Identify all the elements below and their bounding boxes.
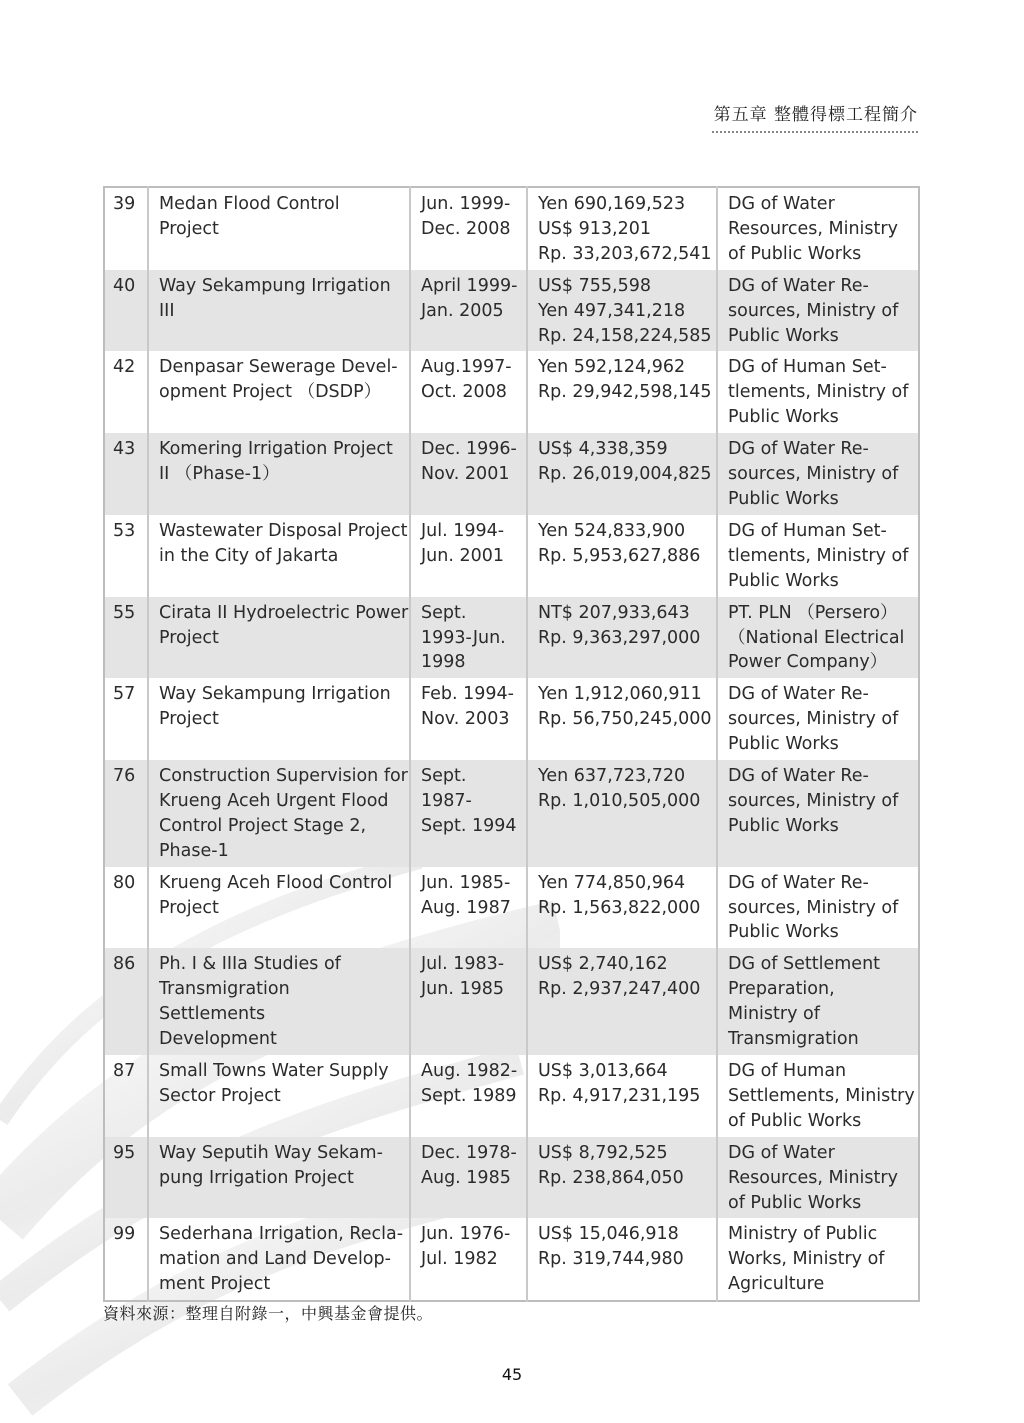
client-cell: [717, 270, 919, 352]
table-row: [104, 760, 919, 867]
contract-amount-cell: [527, 1137, 717, 1219]
client-line: sources, Ministry of: [728, 464, 899, 485]
project-period-line: 1993-Jun.: [421, 627, 506, 648]
contract-amount-cell: [527, 351, 717, 433]
project-name-line: Krueng Aceh Flood Control: [159, 872, 393, 893]
client-line: DG of Water Re-: [728, 872, 869, 893]
project-name-cell: [148, 1055, 410, 1137]
contract-amount-line: Yen 1,912,060,911: [538, 684, 702, 705]
project-period-line: Nov. 2003: [421, 709, 510, 730]
client-cell: [717, 867, 919, 949]
project-period-line: Dec. 1978-: [421, 1142, 517, 1163]
project-number: 57: [113, 684, 136, 705]
contract-amount-line: Yen 592,124,962: [538, 357, 686, 378]
project-number-cell: [104, 948, 148, 1055]
project-name-line: Development: [159, 1029, 277, 1050]
client-cell: [717, 948, 919, 1055]
project-number: 95: [113, 1142, 136, 1163]
project-period-line: Sept.: [421, 766, 467, 787]
projects-table-container: [103, 186, 918, 1302]
project-name-line: Transmigration: [159, 979, 290, 1000]
project-name-cell: [148, 433, 410, 515]
table-row: [104, 515, 919, 597]
project-name-line: in the City of Jakarta: [159, 545, 339, 566]
project-number-cell: [104, 597, 148, 679]
project-name-line: Way Sekampung Irrigation: [159, 275, 391, 296]
table-row: [104, 1055, 919, 1137]
contract-amount-line: Yen 774,850,964: [538, 872, 686, 893]
client-cell: [717, 1055, 919, 1137]
project-number: 55: [113, 602, 136, 623]
table-row: [104, 1137, 919, 1219]
contract-amount-line: Rp. 26,019,004,825: [538, 464, 712, 485]
client-line: DG of Water Re-: [728, 439, 869, 460]
table-row: [104, 187, 919, 270]
client-line: of Public Works: [728, 1110, 862, 1131]
client-line: sources, Ministry of: [728, 790, 899, 811]
project-name-cell: [148, 948, 410, 1055]
project-name-cell: [148, 867, 410, 949]
client-cell: [717, 597, 919, 679]
contract-amount-cell: [527, 1055, 717, 1137]
project-name-cell: [148, 1218, 410, 1301]
project-period-cell: [410, 678, 527, 760]
project-name-line: Komering Irrigation Project: [159, 439, 393, 460]
client-line: sources, Ministry of: [728, 300, 899, 321]
project-period-line: Aug. 1987: [421, 897, 511, 918]
contract-amount-cell: [527, 433, 717, 515]
project-period-line: 1987-: [421, 790, 472, 811]
client-line: DG of Water: [728, 1142, 835, 1163]
client-line: Settlements, Ministry: [728, 1085, 915, 1106]
contract-amount-cell: [527, 1218, 717, 1301]
contract-amount-cell: [527, 760, 717, 867]
project-number: 86: [113, 954, 136, 975]
project-period-line: Jun. 1985-: [421, 872, 511, 893]
contract-amount-line: Rp. 4,917,231,195: [538, 1085, 701, 1106]
contract-amount-line: US$ 913,201: [538, 218, 651, 239]
project-number-cell: [104, 760, 148, 867]
client-line: Resources, Ministry: [728, 1167, 898, 1188]
page-number: 45: [501, 1365, 523, 1384]
client-line: Public Works: [728, 922, 839, 943]
project-name-line: opment Project （DSDP）: [159, 382, 382, 403]
contract-amount-cell: [527, 270, 717, 352]
project-period-cell: [410, 1218, 527, 1301]
project-name-line: Sector Project: [159, 1085, 281, 1106]
project-name-line: Settlements: [159, 1004, 266, 1025]
project-number-cell: [104, 1055, 148, 1137]
project-number-cell: [104, 867, 148, 949]
project-period-line: Jan. 2005: [421, 300, 504, 321]
project-name-cell: [148, 270, 410, 352]
project-name-line: Wastewater Disposal Project: [159, 520, 408, 541]
project-number: 99: [113, 1224, 136, 1245]
client-line: DG of Water: [728, 194, 835, 214]
project-period-cell: [410, 1055, 527, 1137]
contract-amount-cell: [527, 515, 717, 597]
project-number: 80: [113, 872, 136, 893]
project-period-line: Dec. 2008: [421, 218, 511, 239]
project-name-line: II （Phase-1）: [159, 464, 280, 485]
contract-amount-cell: [527, 948, 717, 1055]
contract-amount-line: Yen 524,833,900: [538, 520, 686, 541]
project-name-cell: [148, 351, 410, 433]
project-name-line: Sederhana Irrigation, Recla-: [159, 1224, 404, 1245]
client-line: Power Company）: [728, 652, 888, 673]
project-period-line: Dec. 1996-: [421, 439, 517, 460]
project-name-line: Cirata II Hydroelectric Power: [159, 602, 409, 623]
project-period-line: 1998: [421, 652, 466, 673]
client-line: DG of Human Set-: [728, 520, 887, 541]
contract-amount-line: Rp. 33,203,672,541: [538, 243, 712, 264]
contract-amount-line: Rp. 319,744,980: [538, 1249, 684, 1270]
project-period-line: Jun. 1976-: [421, 1224, 511, 1245]
contract-amount-line: Yen 497,341,218: [538, 300, 686, 321]
client-cell: [717, 1137, 919, 1219]
project-period-line: Nov. 2001: [421, 464, 510, 485]
contract-amount-line: Yen 637,723,720: [538, 766, 686, 787]
project-period-cell: [410, 867, 527, 949]
project-period-line: Jun. 1999-: [421, 194, 511, 214]
project-name-line: Ph. I & IIIa Studies of: [159, 954, 341, 975]
client-line: tlements, Ministry of: [728, 545, 909, 566]
client-line: sources, Ministry of: [728, 897, 899, 918]
contract-amount-line: US$ 8,792,525: [538, 1142, 668, 1163]
client-line: Agriculture: [728, 1274, 825, 1295]
project-period-line: Sept. 1994: [421, 815, 517, 836]
client-cell: [717, 760, 919, 867]
project-period-cell: [410, 597, 527, 679]
project-name-line: mation and Land Develop-: [159, 1249, 391, 1270]
client-line: Transmigration: [728, 1029, 859, 1050]
project-period-line: Jul. 1994-: [421, 520, 505, 541]
contract-amount-line: US$ 4,338,359: [538, 439, 668, 460]
project-number-cell: [104, 1218, 148, 1301]
project-name-line: Medan Flood Control: [159, 194, 340, 214]
project-period-line: Oct. 2008: [421, 382, 507, 403]
client-line: DG of Human Set-: [728, 357, 887, 378]
client-line: DG of Human: [728, 1061, 847, 1081]
table-row: [104, 433, 919, 515]
project-name-line: III: [159, 300, 175, 321]
project-number-cell: [104, 515, 148, 597]
contract-amount-line: Rp. 1,563,822,000: [538, 897, 701, 918]
client-line: Public Works: [728, 570, 839, 591]
project-name-line: Construction Supervision for: [159, 766, 408, 787]
contract-amount-line: US$ 3,013,664: [538, 1061, 668, 1081]
client-line: Resources, Ministry: [728, 218, 898, 239]
project-name-cell: [148, 597, 410, 679]
client-line: Public Works: [728, 815, 839, 836]
client-cell: [717, 678, 919, 760]
table-row: [104, 678, 919, 760]
project-number-cell: [104, 351, 148, 433]
client-cell: [717, 1218, 919, 1301]
project-name-cell: [148, 678, 410, 760]
project-number: 42: [113, 357, 136, 378]
project-period-line: Sept. 1989: [421, 1085, 517, 1106]
project-period-line: Aug. 1985: [421, 1167, 511, 1188]
project-name-line: Phase-1: [159, 840, 229, 861]
client-line: DG of Water Re-: [728, 766, 869, 787]
client-line: Public Works: [728, 407, 839, 428]
project-period-line: April 1999-: [421, 275, 518, 296]
client-line: PT. PLN （Persero）: [728, 602, 898, 623]
client-line: sources, Ministry of: [728, 709, 899, 730]
contract-amount-line: Rp. 5,953,627,886: [538, 545, 701, 566]
contract-amount-line: Rp. 1,010,505,000: [538, 790, 701, 811]
project-name-line: Project: [159, 218, 219, 239]
project-name-line: Project: [159, 709, 219, 730]
contract-amount-line: Rp. 2,937,247,400: [538, 979, 701, 1000]
client-line: （National Electrical: [728, 627, 905, 648]
client-line: DG of Water Re-: [728, 275, 869, 296]
contract-amount-cell: [527, 597, 717, 679]
contract-amount-line: Yen 690,169,523: [538, 194, 686, 214]
project-period-cell: [410, 187, 527, 270]
client-line: of Public Works: [728, 243, 862, 264]
project-number: 76: [113, 766, 136, 787]
client-line: Ministry of: [728, 1004, 820, 1025]
project-number: 39: [113, 194, 136, 214]
contract-amount-line: Rp. 238,864,050: [538, 1167, 684, 1188]
project-name-cell: [148, 760, 410, 867]
project-name-line: Project: [159, 627, 219, 648]
project-number-cell: [104, 1137, 148, 1219]
contract-amount-line: Rp. 29,942,598,145: [538, 382, 712, 403]
contract-amount-cell: [527, 867, 717, 949]
project-number: 43: [113, 439, 136, 460]
table-row: [104, 597, 919, 679]
table-row: [104, 948, 919, 1055]
contract-amount-line: US$ 2,740,162: [538, 954, 668, 975]
client-line: DG of Settlement: [728, 954, 881, 975]
project-number: 40: [113, 275, 136, 296]
project-period-cell: [410, 351, 527, 433]
project-number-cell: [104, 433, 148, 515]
client-line: of Public Works: [728, 1192, 862, 1213]
project-name-line: Control Project Stage 2,: [159, 815, 367, 836]
client-line: Preparation,: [728, 979, 835, 1000]
table-row: [104, 867, 919, 949]
client-cell: [717, 351, 919, 433]
client-cell: [717, 515, 919, 597]
projects-table-body: [104, 187, 919, 1301]
contract-amount-line: NT$ 207,933,643: [538, 602, 690, 623]
chapter-header: 第五章 整體得標工程簡介: [712, 100, 918, 133]
client-line: tlements, Ministry of: [728, 382, 909, 403]
project-period-line: Jul. 1983-: [421, 954, 505, 975]
project-period-cell: [410, 515, 527, 597]
client-line: Public Works: [728, 488, 839, 509]
project-period-cell: [410, 433, 527, 515]
client-line: Works, Ministry of: [728, 1249, 885, 1270]
client-cell: [717, 433, 919, 515]
project-name-line: Small Towns Water Supply: [159, 1061, 389, 1081]
project-name-line: pung Irrigation Project: [159, 1167, 354, 1188]
project-name-line: Way Sekampung Irrigation: [159, 684, 391, 705]
project-period-line: Aug.1997-: [421, 357, 512, 378]
project-period-cell: [410, 760, 527, 867]
project-name-cell: [148, 515, 410, 597]
client-line: Public Works: [728, 325, 839, 346]
project-period-line: Sept.: [421, 602, 467, 623]
project-period-line: Aug. 1982-: [421, 1061, 518, 1081]
project-period-line: Jun. 2001: [421, 545, 505, 566]
projects-table: [103, 186, 920, 1302]
project-name-line: Denpasar Sewerage Devel-: [159, 357, 398, 378]
project-number: 87: [113, 1061, 136, 1081]
project-name-line: ment Project: [159, 1274, 271, 1295]
contract-amount-line: US$ 755,598: [538, 275, 651, 296]
project-name-line: Krueng Aceh Urgent Flood: [159, 790, 389, 811]
client-line: Public Works: [728, 734, 839, 755]
table-row: [104, 270, 919, 352]
project-period-line: Jul. 1982: [421, 1249, 498, 1270]
project-number-cell: [104, 270, 148, 352]
project-period-cell: [410, 270, 527, 352]
project-name-cell: [148, 187, 410, 270]
contract-amount-cell: [527, 187, 717, 270]
project-period-cell: [410, 948, 527, 1055]
project-name-cell: [148, 1137, 410, 1219]
contract-amount-line: Rp. 9,363,297,000: [538, 627, 701, 648]
client-line: Ministry of Public: [728, 1224, 878, 1245]
source-note: 資料來源：整理自附錄一，中興基金會提供。: [103, 1304, 434, 1323]
project-number-cell: [104, 678, 148, 760]
project-period-line: Feb. 1994-: [421, 684, 514, 705]
contract-amount-line: Rp. 24,158,224,585: [538, 325, 712, 346]
project-name-line: Way Seputih Way Sekam-: [159, 1142, 383, 1163]
contract-amount-line: US$ 15,046,918: [538, 1224, 679, 1245]
project-number: 53: [113, 520, 136, 541]
contract-amount-line: Rp. 56,750,245,000: [538, 709, 712, 730]
client-line: DG of Water Re-: [728, 684, 869, 705]
project-period-cell: [410, 1137, 527, 1219]
project-period-line: Jun. 1985: [421, 979, 505, 1000]
contract-amount-cell: [527, 678, 717, 760]
client-cell: [717, 187, 919, 270]
table-row: [104, 1218, 919, 1301]
project-number-cell: [104, 187, 148, 270]
table-row: [104, 351, 919, 433]
project-name-line: Project: [159, 897, 219, 918]
